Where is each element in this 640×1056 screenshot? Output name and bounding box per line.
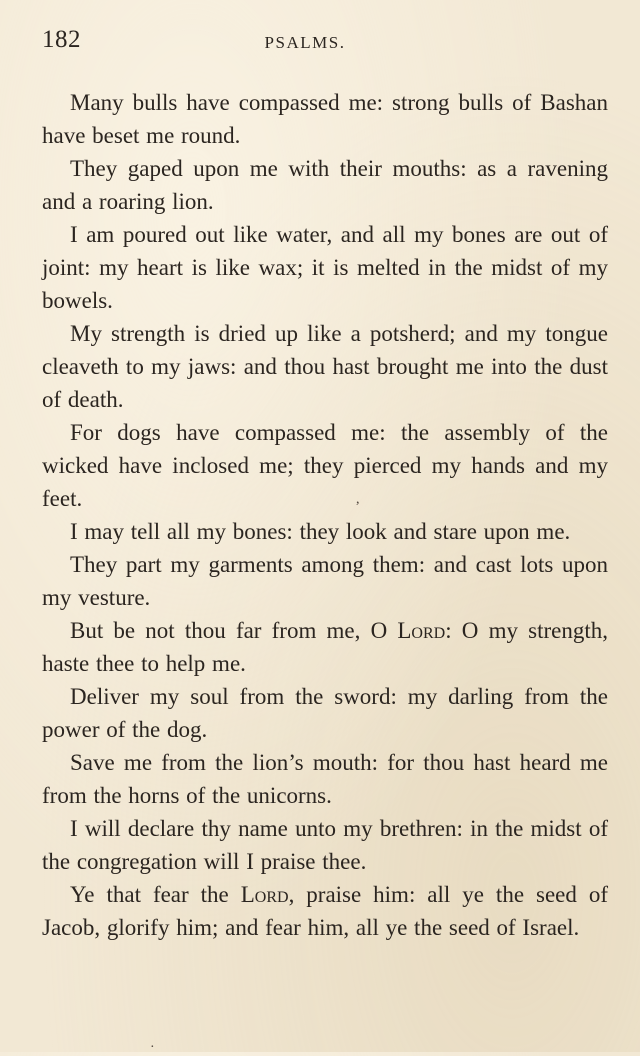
- verse: Save me from the lion’s mouth: for thou hast heard me from the horns of the unicorns.: [42, 750, 608, 808]
- page-number: 182: [42, 26, 81, 53]
- verse: My strength is dried up like a potsherd; and my tongue cleaveth to my jaws: and thou hast brought me into the dust of death.: [42, 321, 608, 412]
- verse: But be not thou far from me, O Lord: O my strength, haste thee to help me.: [42, 618, 608, 676]
- verse-list: [42, 86, 608, 944]
- verse: For dogs have compassed me: the assembly of the wicked have inclosed me; they pierced my hands and my feet.: [42, 420, 608, 511]
- verse: I may tell all my bones: they look and stare upon me.: [70, 519, 571, 544]
- verse: I will declare thy name unto my brethren: in the midst of the congregation will I praise thee.: [42, 816, 608, 874]
- divine-name: Lord: [240, 882, 289, 907]
- verse: Ye that fear the Lord, praise him: all ye the seed of Jacob, glorify him; and fear him, all ye the seed of Israel.: [42, 882, 608, 940]
- verse: They gaped upon me with their mouths: as a ravening and a roaring lion.: [42, 156, 608, 214]
- divine-name: Lord: [397, 618, 446, 643]
- page-header: [42, 26, 608, 60]
- running-title: PSALMS.: [264, 33, 346, 52]
- verse: I am poured out like water, and all my bones are out of joint: my heart is like wax; it is melted in the midst of my bowels.: [42, 222, 608, 313]
- ink-speck: ·: [150, 1040, 155, 1055]
- verse: Many bulls have compassed me: strong bulls of Bashan have beset me round.: [42, 90, 608, 148]
- verse: They part my garments among them: and cast lots upon my vesture.: [42, 552, 608, 610]
- verse: Deliver my soul from the sword: my darling from the power of the dog.: [42, 684, 608, 742]
- ink-speck: ,: [356, 492, 360, 507]
